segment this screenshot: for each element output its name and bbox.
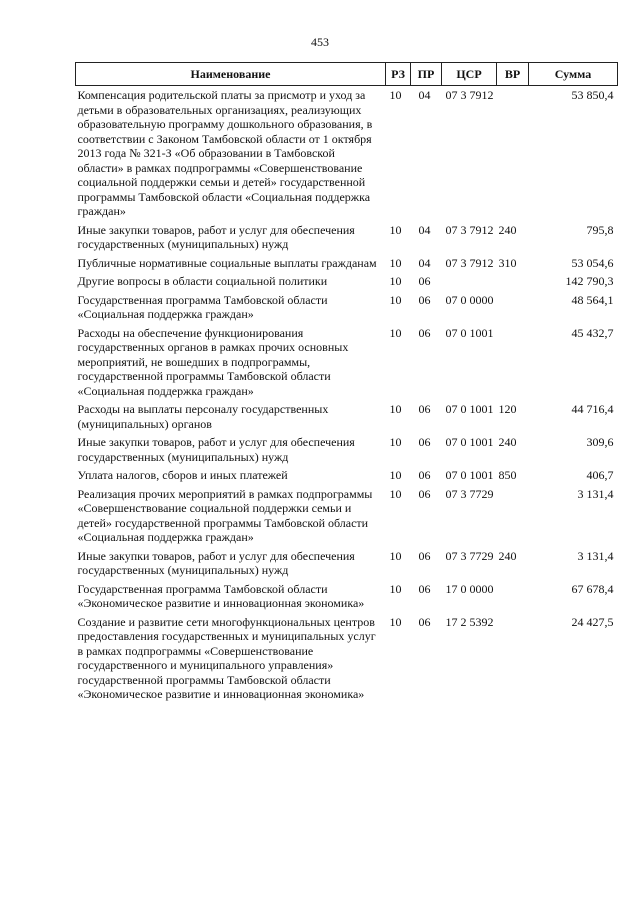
header-vr: ВР [497,63,529,86]
page-number: 453 [311,35,329,49]
row-pr: 06 [418,581,431,596]
header-csr: ЦСР [442,63,497,86]
table-row [76,223,618,256]
row-pr: 06 [418,548,431,563]
row-vr: 240 [498,548,517,563]
row-vr [497,326,529,403]
row-sum: 53 850,4 [571,88,614,102]
row-name: Уплата налогов, сборов и иных платежей [77,468,288,482]
row-rz: 10 [389,435,402,449]
row-rz: 10 [389,486,402,501]
header-rz: РЗ [386,63,411,86]
row-rz: 10 [389,581,402,596]
row-rz: 10 [389,614,402,629]
row-name: Государственная программа Тамбовской области «Социальная поддержка граждан» [77,292,328,321]
row-pr: 04 [418,255,431,270]
row-name: Создание и развитие сети многофункциональных центров предоставления государственных и муниципальных услуг в рамках подпрограммы «Совершенствование государственного и муниципального управления» государственной программы Тамбовской области «Экономическое развитие и инновационная экономика» [77,614,376,701]
row-sum: 24 427,5 [571,614,614,629]
row-csr: 07 3 7912 [445,222,494,237]
header-name: Наименование [76,63,386,86]
row-vr: 240 [498,435,517,449]
table-row [76,468,618,487]
row-csr: 17 0 0000 [445,581,494,596]
row-name: Расходы на обеспечение функционирования государственных органов в рамках прочих основных мероприятий, не вошедших в подпрограммы, государственной программы Тамбовской области «Социальная поддержка граждан» [77,325,349,398]
row-sum: 3 131,4 [577,486,614,501]
row-pr: 06 [418,468,431,482]
row-rz: 10 [389,274,402,288]
table-row [76,326,618,403]
row-rz: 10 [389,325,402,340]
row-sum: 795,8 [586,222,614,237]
row-sum: 3 131,4 [577,548,614,563]
table-header [76,63,618,86]
row-pr: 06 [418,486,431,501]
row-sum: 67 678,4 [571,581,614,596]
header-row [76,63,618,86]
row-rz: 10 [389,255,402,270]
header-sum: Сумма [529,63,618,86]
row-sum: 45 432,7 [571,325,614,340]
row-name: Иные закупки товаров, работ и услуг для обеспечения государственных (муниципальных) нужд [77,435,355,464]
row-pr: 04 [418,88,431,102]
row-rz: 10 [389,292,402,307]
row-name: Иные закупки товаров, работ и услуг для обеспечения государственных (муниципальных) нужд [77,222,355,251]
row-csr: 07 0 1001 [445,325,494,340]
table-body [76,86,618,706]
row-vr: 240 [498,222,517,237]
row-pr: 06 [418,435,431,449]
row-rz: 10 [389,222,402,237]
row-pr: 06 [418,614,431,629]
table-row [76,582,618,615]
row-pr: 04 [418,222,431,237]
row-sum: 44 716,4 [571,402,614,416]
budget-table [75,62,618,706]
row-csr: 17 2 5392 [445,614,494,629]
table-row [76,615,618,706]
row-rz: 10 [389,402,402,416]
row-csr [442,274,497,293]
table-row [76,274,618,293]
row-name: Реализация прочих мероприятий в рамках подпрограммы «Совершенствование социальной поддержки семьи и детей» государственной программы Тамбовской области «Социальная поддержка граждан» [77,486,373,544]
row-pr: 06 [418,325,431,340]
row-vr [497,487,529,549]
table-row [76,86,618,223]
table-row [76,402,618,435]
row-name: Расходы на выплаты персоналу государственных (муниципальных) органов [77,402,329,431]
row-vr: 310 [498,255,517,270]
row-sum: 53 054,6 [571,255,614,270]
table-row [76,487,618,549]
row-rz: 10 [389,88,402,102]
row-pr: 06 [418,402,431,416]
table-row [76,435,618,468]
row-sum: 48 564,1 [571,292,614,307]
row-csr: 07 0 0000 [445,292,494,307]
row-vr [497,274,529,293]
row-sum: 309,6 [586,435,614,449]
row-name: Публичные нормативные социальные выплаты гражданам [77,255,377,270]
row-vr: 850 [498,468,517,482]
row-name: Иные закупки товаров, работ и услуг для обеспечения государственных (муниципальных) нужд [77,548,355,577]
row-sum: 406,7 [586,468,614,482]
row-vr [497,86,529,223]
row-name: Другие вопросы в области социальной политики [77,274,328,288]
table-row [76,549,618,582]
table-row [76,256,618,275]
header-pr: ПР [411,63,442,86]
row-vr [497,293,529,326]
row-name: Государственная программа Тамбовской области «Экономическое развитие и инновационная экономика» [77,581,365,610]
row-csr: 07 3 7912 [445,88,494,102]
row-rz: 10 [389,468,402,482]
row-csr: 07 0 1001 [445,402,494,416]
row-name: Компенсация родительской платы за присмотр и уход за детьми в образовательных организациях, реализующих образовательную программу дошкольного образования, в соответствии с Законом Тамбовской области от 1 октября 2013 года № 321-З «Об образовании в Тамбовской области» в рамках подпрограммы «Совершенствование социальной поддержки семьи и детей» государственной программы Тамбовской области «Социальная поддержка граждан» [77,88,373,218]
row-vr [497,582,529,615]
row-pr: 06 [418,292,431,307]
row-rz: 10 [389,548,402,563]
table-row [76,293,618,326]
row-sum: 142 790,3 [565,274,614,288]
row-csr: 07 3 7912 [445,255,494,270]
row-csr: 07 3 7729 [445,486,494,501]
row-csr: 07 3 7729 [445,548,494,563]
row-pr: 06 [418,274,431,288]
row-csr: 07 0 1001 [445,435,494,449]
row-vr: 120 [498,402,517,416]
row-csr: 07 0 1001 [445,468,494,482]
row-vr [497,615,529,706]
